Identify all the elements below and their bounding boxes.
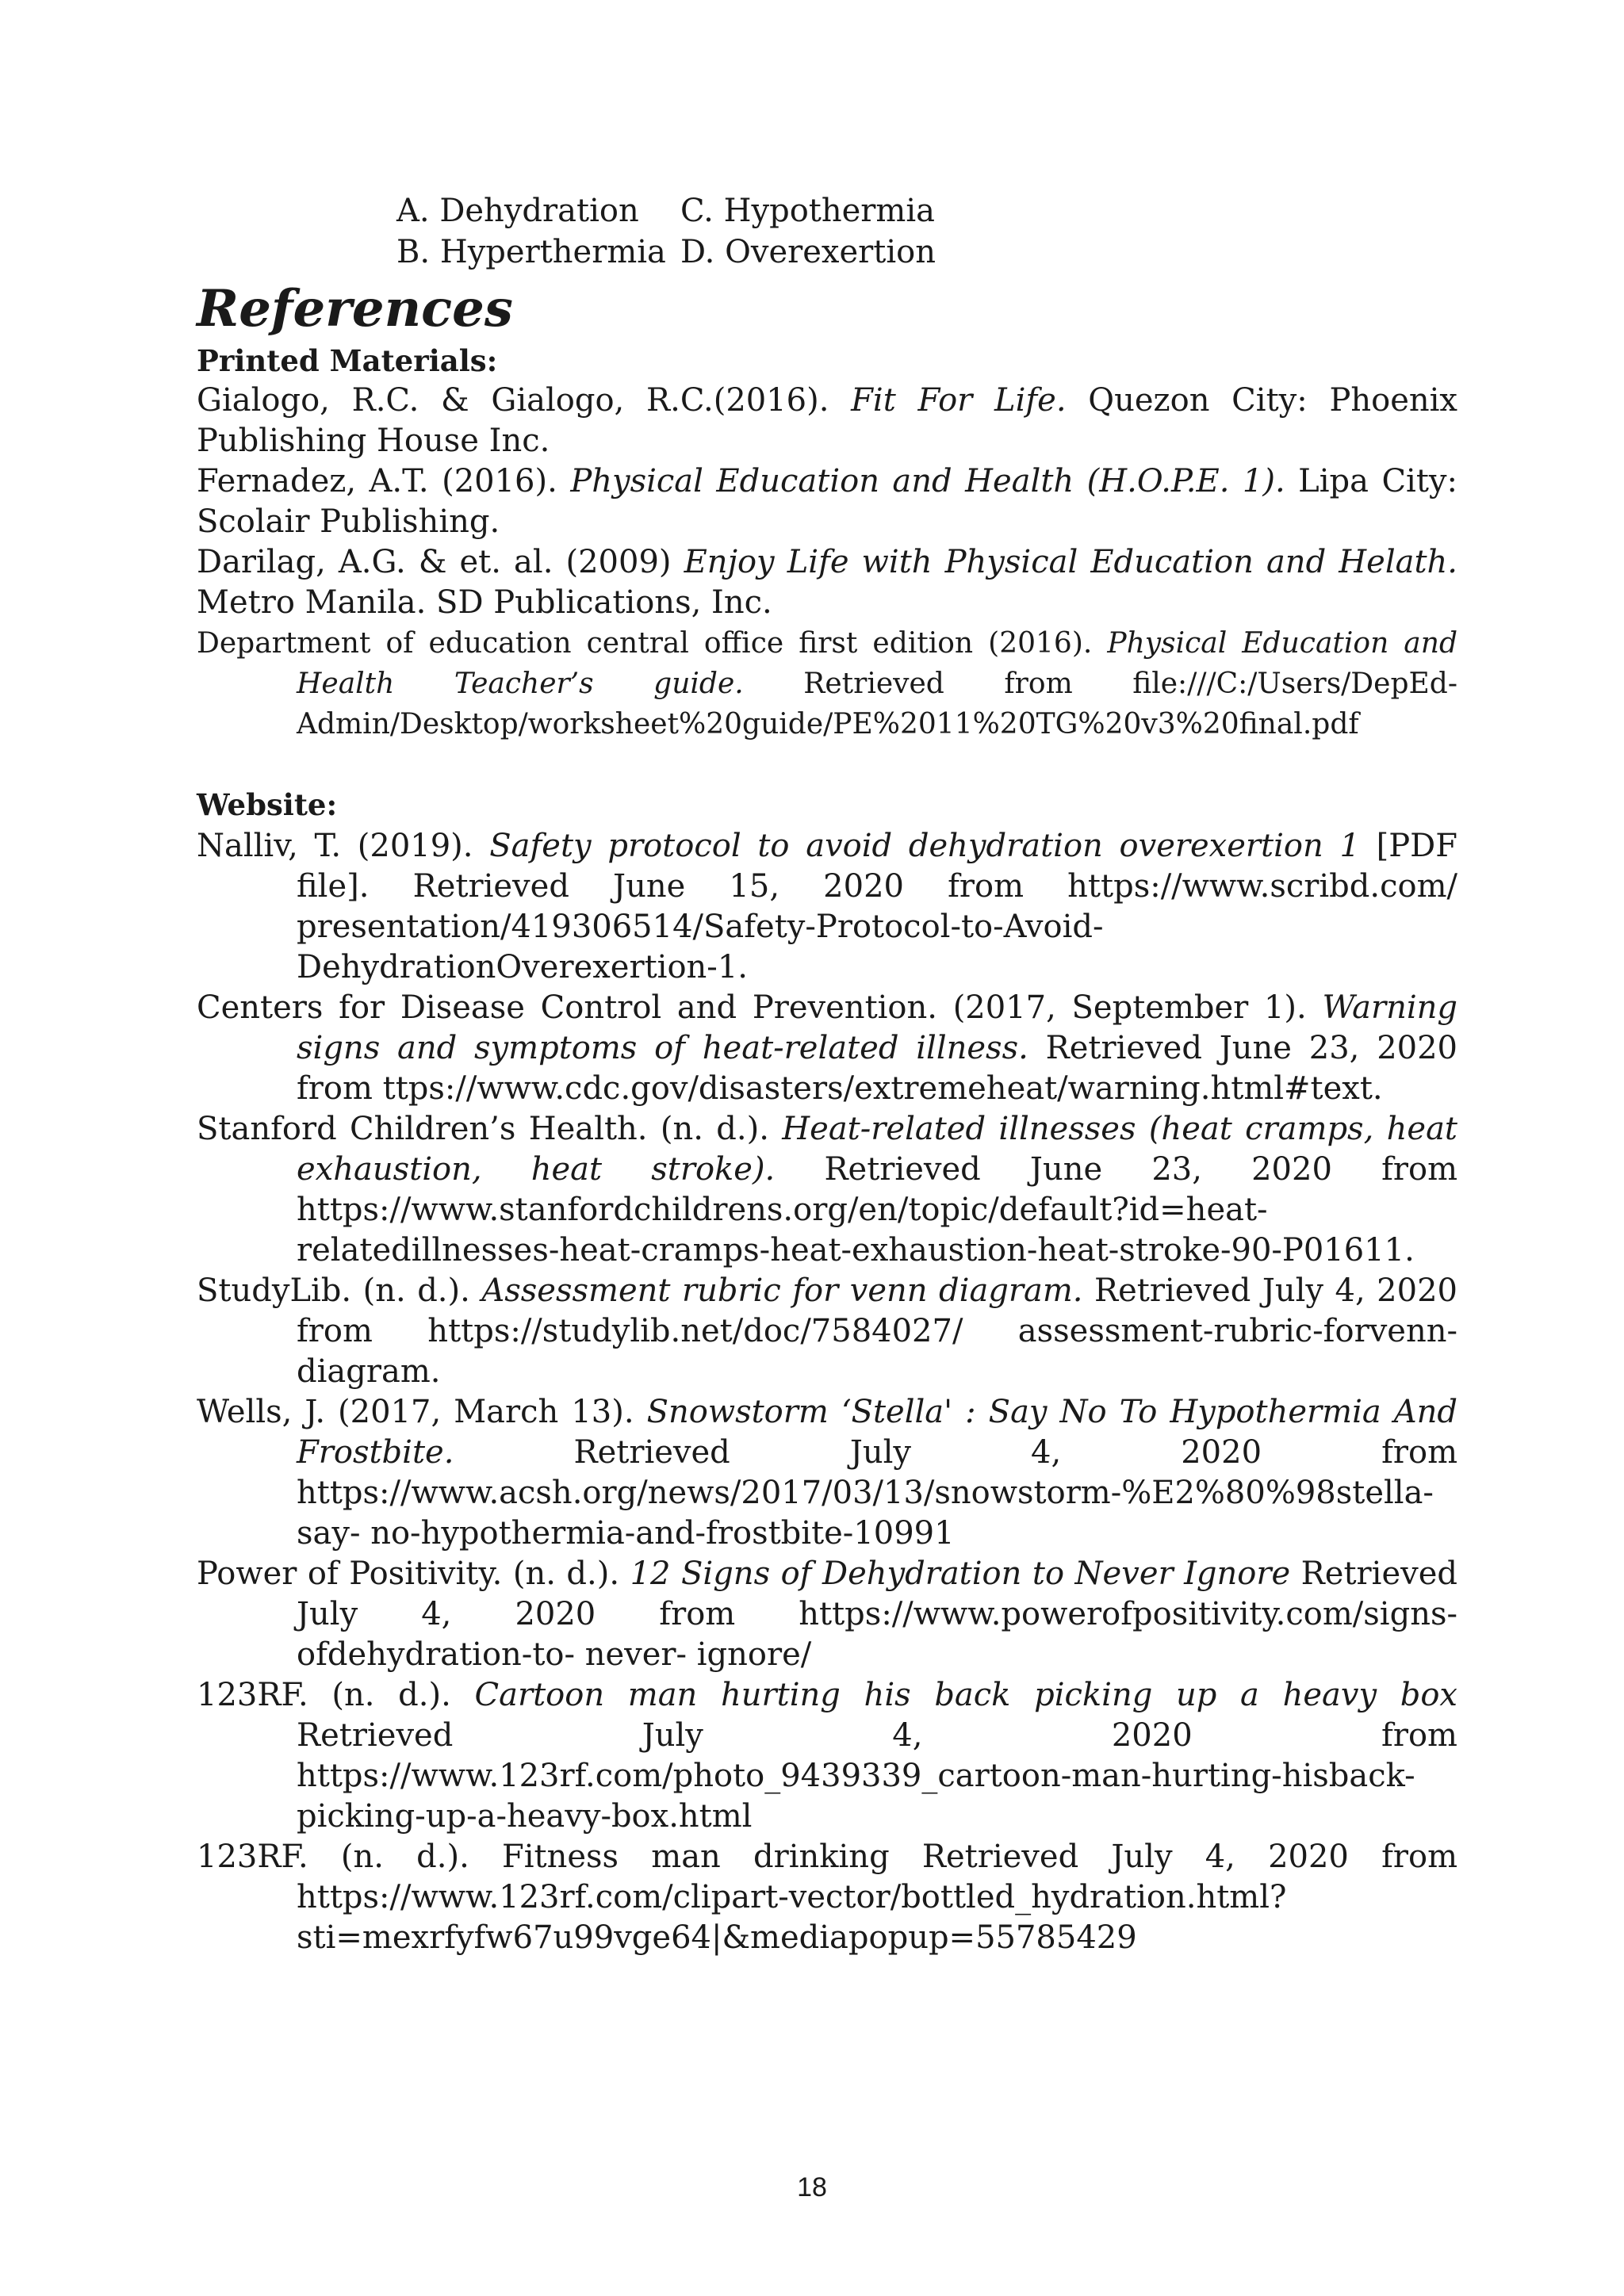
reference-entry: Fernadez, A.T. (2016). Physical Education and Health (H.O.P.E. 1). Lipa City: Scolair Publishing. — [197, 463, 1457, 540]
reference-entry: Centers for Disease Control and Prevention. (2017, September 1). Warning signs and symptoms of heat-related illness. Retrieved June 23, 2020 from ttps://www.cdc.gov/disasters/extremeheat/warning.html#text. — [197, 989, 1457, 1107]
reference-entry: StudyLib. (n. d.). Assessment rubric for venn diagram. Retrieved July 4, 2020 from https://studylib.net/doc/7584027/ assessment-rubric-forvenn-diagram. — [197, 1272, 1457, 1390]
reference-entry: Stanford Children’s Health. (n. d.). Heat-related illnesses (heat cramps, heat exhaustion, heat stroke). Retrieved June 23, 2020 from https://www.stanfordchildrens.org/en/topic/default?id=heat-relatedillnesses-heat-cramps-heat-exhaustion-heat-stroke-90-P01611. — [197, 1111, 1458, 1269]
printed-references — [197, 381, 1457, 744]
website-references — [197, 826, 1457, 1958]
reference-entry: Gialogo, R.C. & Gialogo, R.C.(2016). Fit For Life. Quezon City: Phoenix Publishing House Inc. — [197, 382, 1457, 459]
reference-entry: 123RF. (n. d.). Fitness man drinking Retrieved July 4, 2020 from https://www.123rf.com/clipart-vector/bottled_hydration.html?sti=mexrfyfw67u99vge64|&mediapopup=55785429 — [197, 1839, 1457, 1956]
answer-options — [396, 190, 936, 273]
options-row-1 — [396, 190, 936, 232]
reference-entry: Darilag, A.G. & et. al. (2009) Enjoy Life with Physical Education and Helath. Metro Manila. SD Publications, Inc. — [197, 544, 1458, 621]
website-label: Website: — [197, 787, 338, 822]
option-c: C. Hypothermia — [680, 193, 935, 229]
reference-entry: Nalliv, T. (2019). Safety protocol to avoid dehydration overexertion 1 [PDF file]. Retrieved June 15, 2020 from https://www.scribd.com/ presentation/419306514/Safety-Protocol-to-Avoid-DehydrationOverexertion-1. — [197, 828, 1457, 985]
options-row-2 — [396, 232, 936, 273]
option-a: A. Dehydration — [396, 193, 639, 229]
reference-entry: Department of education central office first edition (2016). Physical Education and Health Teacher’s guide. Retrieved from file:///C:/Users/DepEd-Admin/Desktop/worksheet%20guide/PE%2011%20TG%20v3%20final.pdf — [197, 627, 1458, 740]
reference-entry: Power of Positivity. (n. d.). 12 Signs of Dehydration to Never Ignore Retrieved July 4, 2020 from https://www.powerofpositivity.com/signs-ofdehydration-to- never- ignore/ — [197, 1556, 1458, 1673]
reference-entry: Wells, J. (2017, March 13). Snowstorm ‘Stella' : Say No To Hypothermia And Frostbite. Retrieved July 4, 2020 from https://www.acsh.org/news/2017/03/13/snowstorm-%E2%80%98stella-say- no-hypothermia-and-frostbite-10991 — [197, 1394, 1457, 1552]
reference-entry: 123RF. (n. d.). Cartoon man hurting his back picking up a heavy box Retrieved July 4, 2020 from https://www.123rf.com/photo_9439339_cartoon-man-hurting-hisback-picking-up-a-heavy-box.html — [197, 1677, 1457, 1835]
printed-materials-label: Printed Materials: — [197, 343, 498, 378]
references-heading: References — [197, 279, 513, 339]
option-b: B. Hyperthermia — [396, 234, 666, 270]
page-number: 18 — [797, 2172, 827, 2202]
option-d: D. Overexertion — [680, 234, 936, 270]
